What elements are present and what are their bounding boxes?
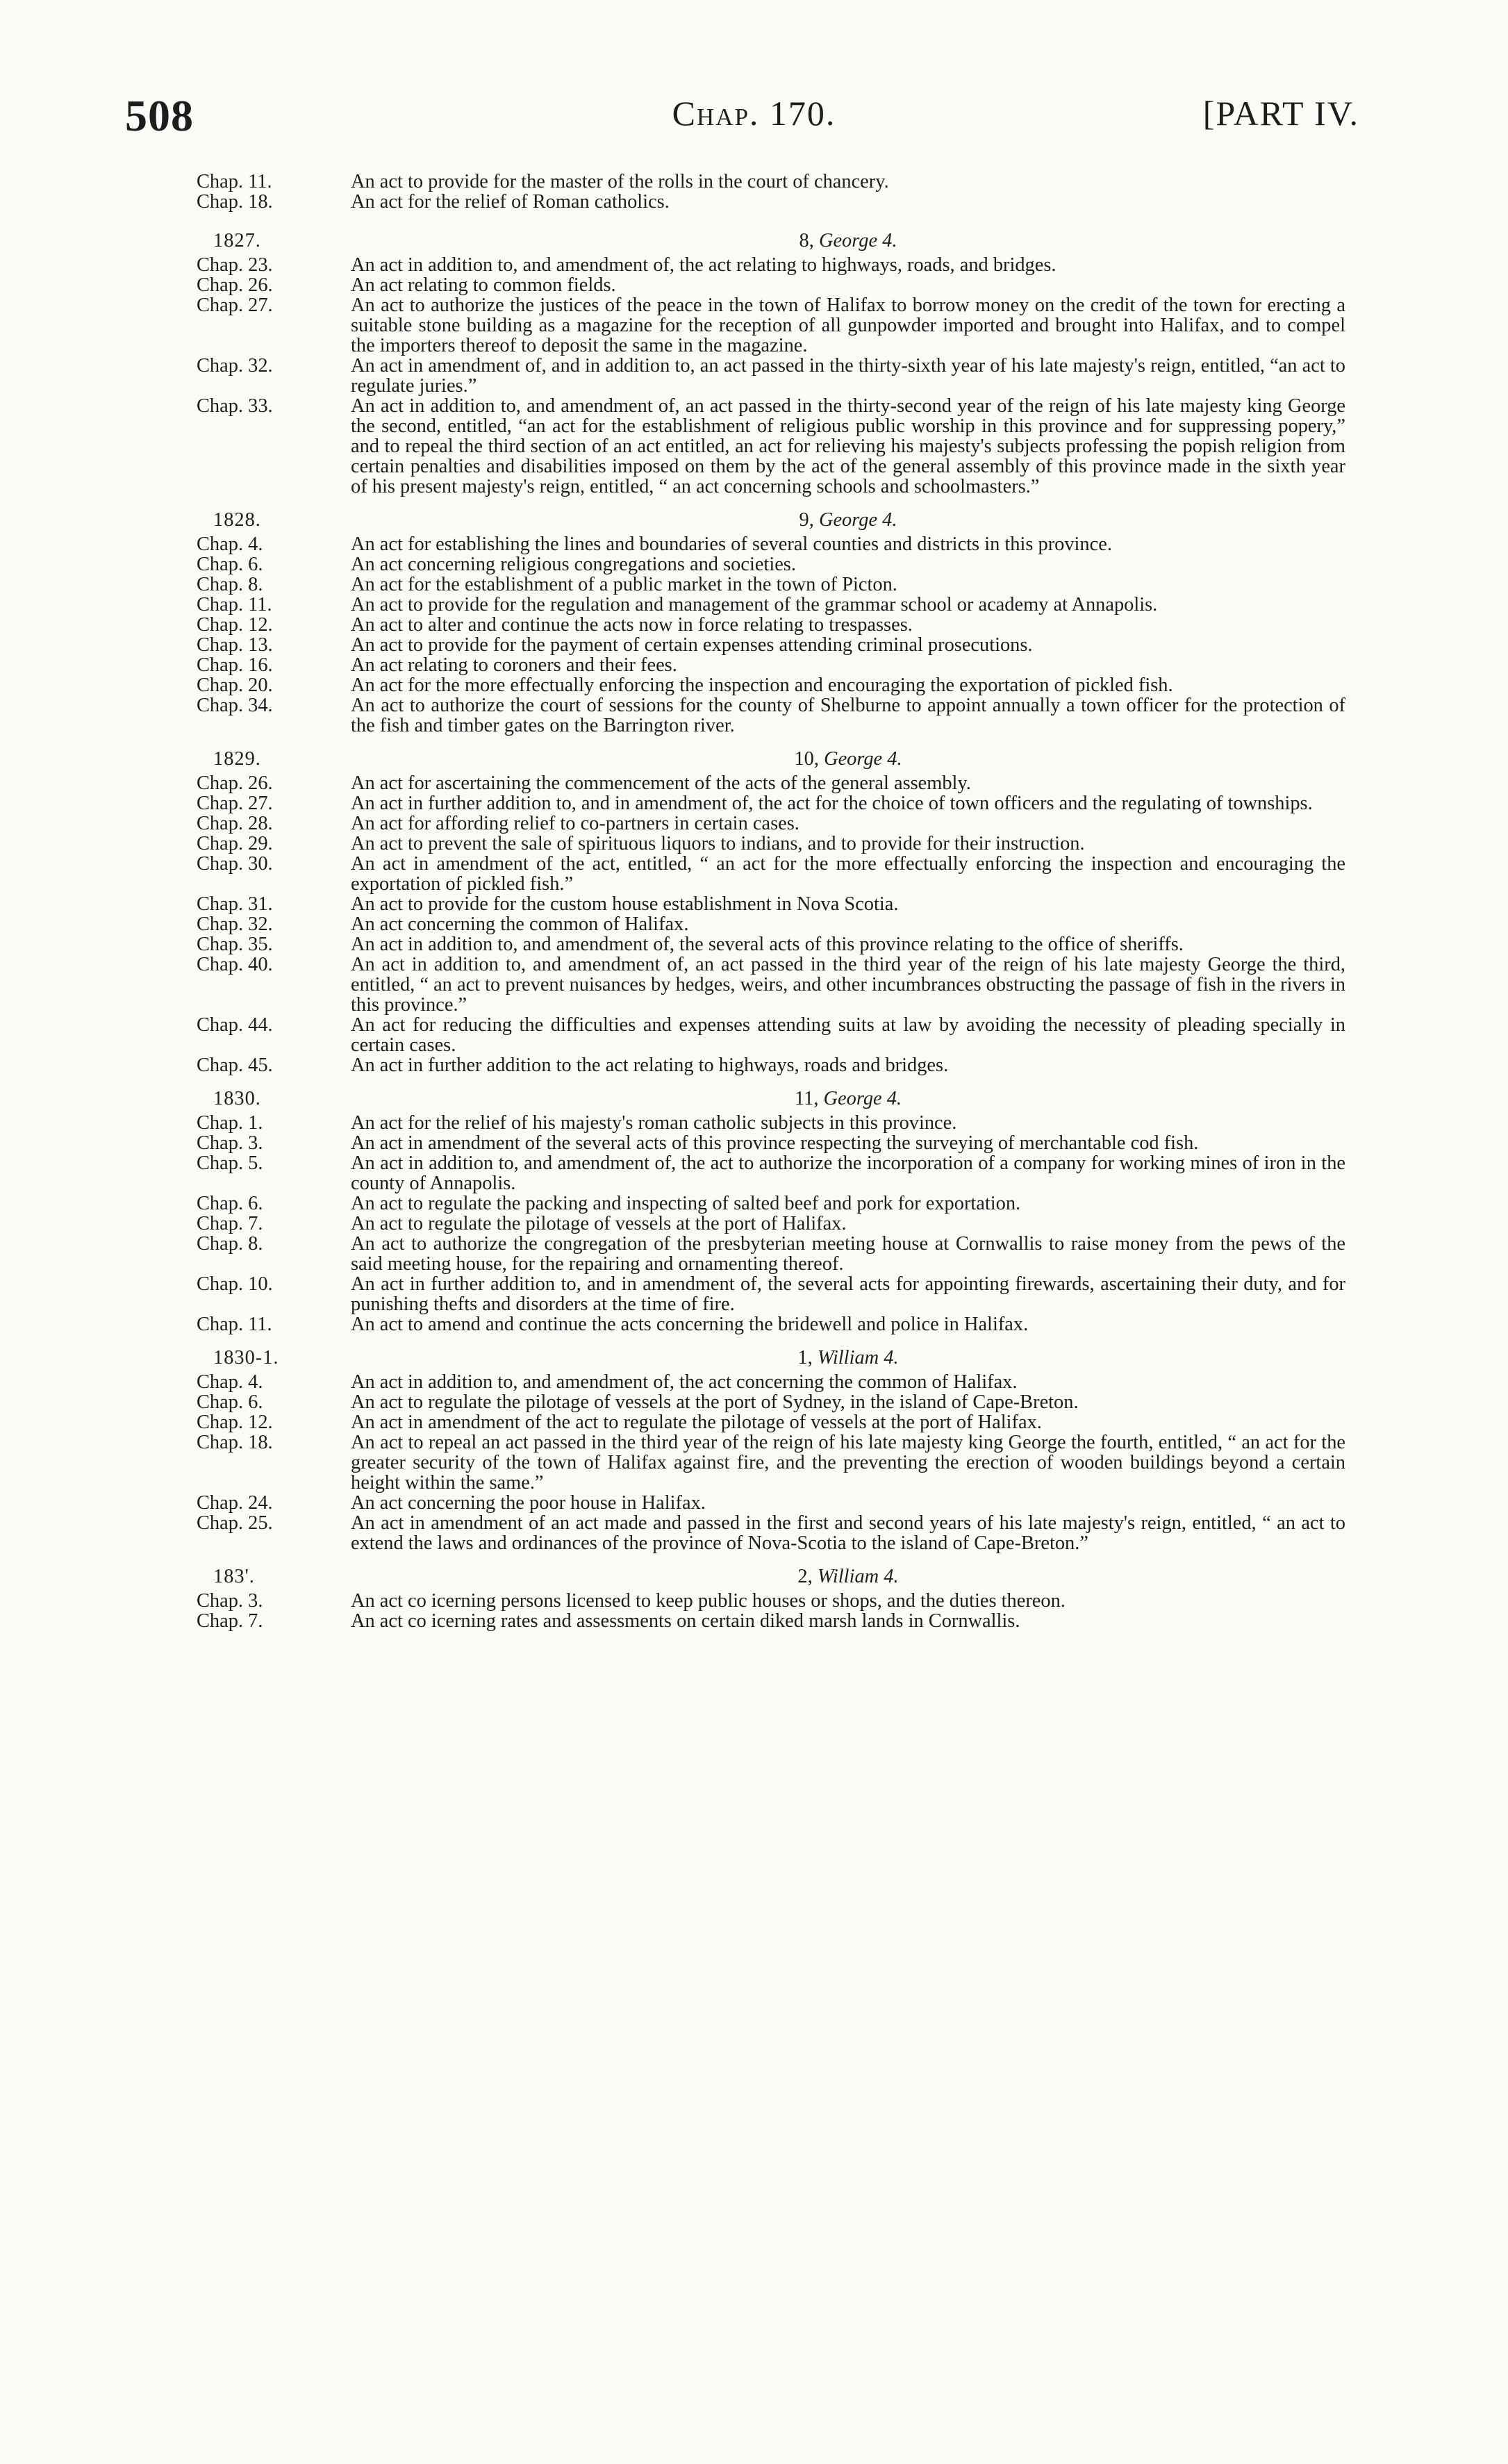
- act-entry: [197, 275, 1345, 295]
- act-entry: [197, 1432, 1345, 1493]
- act-title: An act for the relief of Roman catholics.: [351, 191, 670, 213]
- act-title: An act to provide for the master of the rolls in the court of chancery.: [351, 171, 889, 192]
- act-entry: [197, 1015, 1345, 1055]
- act-entry: [197, 255, 1345, 275]
- act-title: An act co icerning persons licensed to keep public houses or shops, and the duties thereon.: [351, 1590, 1066, 1612]
- act-entry: [197, 813, 1345, 834]
- act-entry: [197, 1513, 1345, 1553]
- act-entry: [197, 1314, 1345, 1334]
- act-title: An act to alter and continue the acts now in force relating to trespasses.: [351, 614, 913, 636]
- act-entry: [197, 695, 1345, 736]
- reign-year: 10,: [794, 748, 819, 770]
- chapter-number: Chap. 23.: [197, 254, 273, 276]
- act-entry: [197, 192, 1345, 212]
- chapter-number: Chap. 24.: [197, 1492, 273, 1514]
- chapter-number: Chap. 26.: [197, 772, 273, 794]
- statute-list: [197, 172, 1345, 1631]
- act-entry: [197, 1193, 1345, 1214]
- act-entry: [197, 934, 1345, 954]
- act-entry: [197, 356, 1345, 396]
- act-entry: [197, 793, 1345, 813]
- page-header: [0, 90, 1508, 146]
- chapter-number: Chap. 33.: [197, 395, 273, 417]
- chapter-number: Chap. 32.: [197, 913, 273, 935]
- act-title: An act to authorize the justices of the peace in the town of Halifax to borrow money on the credit of the town for erecting a suitable stone building as a magazine for the reception of all gunpowder imported and brought into Halifax, and to compel the importers thereof to deposit the same in the magazine.: [351, 295, 1345, 356]
- act-entry: [197, 1611, 1345, 1631]
- chapter-number: Chap. 4.: [197, 534, 263, 555]
- act-title: An act in amendment of the act, entitled, “ an act for the more effectually enforcing the inspection and encouraging the exportation of pickled fish.”: [351, 853, 1345, 895]
- act-entry: [197, 773, 1345, 793]
- act-entry: [197, 1372, 1345, 1392]
- act-title: An act in amendment of, and in addition to, an act passed in the thirty-sixth year of his late majesty's reign, entitled, “an act to regulate juries.”: [351, 355, 1345, 397]
- act-title: An act to regulate the pilotage of vessels at the port of Sydney, in the island of Cape-Breton.: [351, 1391, 1079, 1413]
- chapter-number: Chap. 6.: [197, 1391, 263, 1413]
- chapter-number: Chap. 11.: [197, 1314, 272, 1335]
- chapter-number: Chap. 20.: [197, 675, 273, 696]
- act-entry: [197, 914, 1345, 934]
- act-title: An act co icerning rates and assessments on certain diked marsh lands in Cornwallis.: [351, 1610, 1020, 1632]
- chapter-number: Chap. 44.: [197, 1014, 273, 1036]
- chapter-number: Chap. 29.: [197, 833, 273, 854]
- act-entry: [197, 574, 1345, 595]
- chapter-number: Chap. 32.: [197, 355, 273, 377]
- chapter-number: Chap. 6.: [197, 554, 263, 575]
- reign-label: [351, 231, 1345, 251]
- act-title: An act for the more effectually enforcing the inspection and encouraging the exportation of pickled fish.: [351, 675, 1173, 696]
- act-title: An act in addition to, and amendment of, the act relating to highways, roads, and bridges.: [351, 254, 1057, 276]
- chapter-number: Chap. 8.: [197, 574, 263, 595]
- act-entry: [197, 595, 1345, 615]
- chapter-number: Chap. 45.: [197, 1055, 273, 1076]
- act-title: An act for establishing the lines and boundaries of several counties and districts in this province.: [351, 534, 1112, 555]
- act-entry: [197, 615, 1345, 635]
- act-entry: [197, 954, 1345, 1015]
- chapter-number: Chap. 34.: [197, 695, 273, 716]
- act-title: An act to provide for the regulation and management of the grammar school or academy at Annapolis.: [351, 594, 1158, 615]
- act-title: An act concerning religious congregations and societies.: [351, 554, 796, 575]
- act-entry: [197, 635, 1345, 655]
- act-entry: [197, 894, 1345, 914]
- session-year: 1829.: [213, 748, 261, 770]
- chapter-number: Chap. 11.: [197, 594, 272, 615]
- act-title: An act in addition to, and amendment of, an act passed in the third year of the reign of his late majesty George the third, entitled, “ an act to prevent nuisances by hedges, weirs, and other incumbrances obstructing the passage of fish in the rivers in this province.”: [351, 954, 1345, 1016]
- act-title: An act in addition to, and amendment of, the act concerning the common of Halifax.: [351, 1371, 1018, 1393]
- reign-label: [351, 510, 1345, 530]
- act-entry: [197, 854, 1345, 894]
- act-title: An act in amendment of the act to regulate the pilotage of vessels at the port of Halifax.: [351, 1412, 1042, 1433]
- chapter-number: Chap. 31.: [197, 893, 273, 915]
- reign-year: 1,: [797, 1347, 813, 1369]
- reign-year: 8,: [799, 230, 814, 251]
- page-number: 508: [125, 91, 194, 140]
- chapter-number: Chap. 7.: [197, 1213, 263, 1234]
- act-title: An act in amendment of an act made and passed in the first and second years of his late majesty's reign, entitled, “ an act to extend the laws and ordinances of the province of Nova-Scotia to the island of Cape-Breton.”: [351, 1512, 1345, 1554]
- act-title: An act for the establishment of a public market in the town of Picton.: [351, 574, 897, 595]
- chapter-number: Chap. 28.: [197, 813, 273, 834]
- session-heading: [197, 743, 1345, 773]
- reign-monarch: William 4.: [817, 1566, 899, 1587]
- act-title: An act relating to common fields.: [351, 274, 616, 296]
- chapter-number: Chap. 18.: [197, 1432, 273, 1453]
- reign-label: [351, 1348, 1345, 1368]
- act-title: An act in addition to, and amendment of, the several acts of this province relating to the office of sheriffs.: [351, 934, 1184, 955]
- act-entry: [197, 1133, 1345, 1153]
- chapter-number: Chap. 3.: [197, 1590, 263, 1612]
- act-title: An act to authorize the court of sessions for the county of Shelburne to appoint annually a town officer for the protection of the fish and timber gates on the Barrington river.: [351, 695, 1345, 736]
- act-entry: [197, 1591, 1345, 1611]
- act-entry: [197, 834, 1345, 854]
- act-title: An act for ascertaining the commencement of the acts of the general assembly.: [351, 772, 971, 794]
- chapter-number: Chap. 3.: [197, 1132, 263, 1154]
- act-title: An act relating to coroners and their fees.: [351, 654, 677, 676]
- act-title: An act to regulate the packing and inspecting of salted beef and pork for exportation.: [351, 1193, 1021, 1214]
- act-entry: [197, 1412, 1345, 1432]
- chapter-number: Chap. 27.: [197, 793, 273, 814]
- act-title: An act in further addition to, and in amendment of, the act for the choice of town officers and the regulating of townships.: [351, 793, 1313, 814]
- session-heading: [197, 1560, 1345, 1591]
- chapter-number: Chap. 13.: [197, 634, 273, 656]
- chapter-number: Chap. 7.: [197, 1610, 263, 1632]
- session-heading: [197, 1341, 1345, 1372]
- act-entry: [197, 1214, 1345, 1234]
- act-title: An act concerning the poor house in Halifax.: [351, 1492, 706, 1514]
- act-title: An act for affording relief to co-partners in certain cases.: [351, 813, 799, 834]
- act-entry: [197, 1113, 1345, 1133]
- reign-year: 2,: [797, 1566, 813, 1587]
- chapter-number: Chap. 11.: [197, 171, 272, 192]
- act-entry: [197, 1392, 1345, 1412]
- session-heading: [197, 1082, 1345, 1113]
- chapter-number: Chap. 35.: [197, 934, 273, 955]
- reign-label: [351, 749, 1345, 769]
- session-year: 183'.: [213, 1566, 255, 1587]
- chapter-number: Chap. 26.: [197, 274, 273, 296]
- act-title: An act in addition to, and amendment of, the act to authorize the incorporation of a company for working mines of iron in the county of Annapolis.: [351, 1152, 1345, 1194]
- chapter-number: Chap. 8.: [197, 1233, 263, 1255]
- act-entry: [197, 1153, 1345, 1193]
- act-entry: [197, 655, 1345, 675]
- reign-year: 11,: [794, 1088, 819, 1109]
- act-title: An act to provide for the custom house establishment in Nova Scotia.: [351, 893, 899, 915]
- act-entry: [197, 675, 1345, 695]
- act-entry: [197, 1234, 1345, 1274]
- act-title: An act to regulate the pilotage of vessels at the port of Halifax.: [351, 1213, 847, 1234]
- reign-monarch: George 4.: [818, 509, 897, 531]
- reign-monarch: George 4.: [824, 748, 902, 770]
- reign-monarch: George 4.: [823, 1088, 902, 1109]
- session-heading: [197, 224, 1345, 255]
- running-head-part: [PART IV.: [1202, 94, 1359, 133]
- act-title: An act to repeal an act passed in the third year of the reign of his late majesty king George the fourth, entitled, “ an act for the greater security of the town of Halifax against fire, and the preventing the erection of wooden buildings beyond a certain height within the same.”: [351, 1432, 1345, 1494]
- act-title: An act for reducing the difficulties and expenses attending suits at law by avoiding the necessity of pleading specially in certain cases.: [351, 1014, 1345, 1056]
- act-title: An act in further addition to the act relating to highways, roads and bridges.: [351, 1055, 949, 1076]
- act-entry: [197, 534, 1345, 554]
- chapter-number: Chap. 10.: [197, 1273, 273, 1295]
- reign-monarch: George 4.: [818, 230, 897, 251]
- chapter-number: Chap. 4.: [197, 1371, 263, 1393]
- chapter-number: Chap. 12.: [197, 614, 273, 636]
- session-year: 1827.: [213, 230, 261, 251]
- act-title: An act in amendment of the several acts of this province respecting the surveying of merchantable cod fish.: [351, 1132, 1199, 1154]
- chapter-number: Chap. 1.: [197, 1112, 263, 1134]
- chapter-number: Chap. 18.: [197, 191, 273, 213]
- act-entry: [197, 1055, 1345, 1075]
- act-title: An act for the relief of his majesty's roman catholic subjects in this province.: [351, 1112, 957, 1134]
- act-title: An act in further addition to, and in amendment of, the several acts for appointing firewards, ascertaining their duty, and for punishing thefts and disorders at the time of fire.: [351, 1273, 1345, 1315]
- act-entry: [197, 1493, 1345, 1513]
- act-entry: [197, 172, 1345, 192]
- act-title: An act to provide for the payment of certain expenses attending criminal prosecutions.: [351, 634, 1033, 656]
- act-entry: [197, 295, 1345, 356]
- act-entry: [197, 396, 1345, 497]
- chapter-number: Chap. 30.: [197, 853, 273, 875]
- chapter-number: Chap. 40.: [197, 954, 273, 975]
- act-title: An act to authorize the congregation of the presbyterian meeting house at Cornwallis to raise money from the pews of the said meeting house, for the repairing and ornamenting thereof.: [351, 1233, 1345, 1275]
- act-title: An act concerning the common of Halifax.: [351, 913, 689, 935]
- reign-label: [351, 1089, 1345, 1109]
- chapter-number: Chap. 16.: [197, 654, 273, 676]
- session-year: 1830.: [213, 1088, 261, 1109]
- chapter-number: Chap. 25.: [197, 1512, 273, 1534]
- act-entry: [197, 1274, 1345, 1314]
- reign-label: [351, 1566, 1345, 1587]
- act-title: An act in addition to, and amendment of, an act passed in the thirty-second year of the reign of his late majesty king George the second, entitled, “an act for the establishment of religious public worship in this province and for suppressing popery,” and to repeal the third section of an act entitled, an act for relieving his majesty's subjects professing the popish religion from certain penalties and disabilities imposed on them by the act of the general assembly of this province made in the sixth year of his present majesty's reign, entitled, “ an act concerning schools and schoolmasters.”: [351, 395, 1345, 497]
- reign-monarch: William 4.: [817, 1347, 899, 1369]
- session-heading: [197, 504, 1345, 534]
- act-title: An act to prevent the sale of spirituous liquors to indians, and to provide for their instruction.: [351, 833, 1085, 854]
- chapter-number: Chap. 27.: [197, 295, 273, 316]
- chapter-number: Chap. 12.: [197, 1412, 273, 1433]
- chapter-number: Chap. 6.: [197, 1193, 263, 1214]
- act-title: An act to amend and continue the acts concerning the bridewell and police in Halifax.: [351, 1314, 1029, 1335]
- act-entry: [197, 554, 1345, 574]
- reign-year: 9,: [799, 509, 814, 531]
- session-year: 1830-1.: [213, 1347, 279, 1369]
- session-year: 1828.: [213, 509, 261, 531]
- chapter-number: Chap. 5.: [197, 1152, 263, 1174]
- running-head-chapter: Chap. 170.: [672, 94, 836, 133]
